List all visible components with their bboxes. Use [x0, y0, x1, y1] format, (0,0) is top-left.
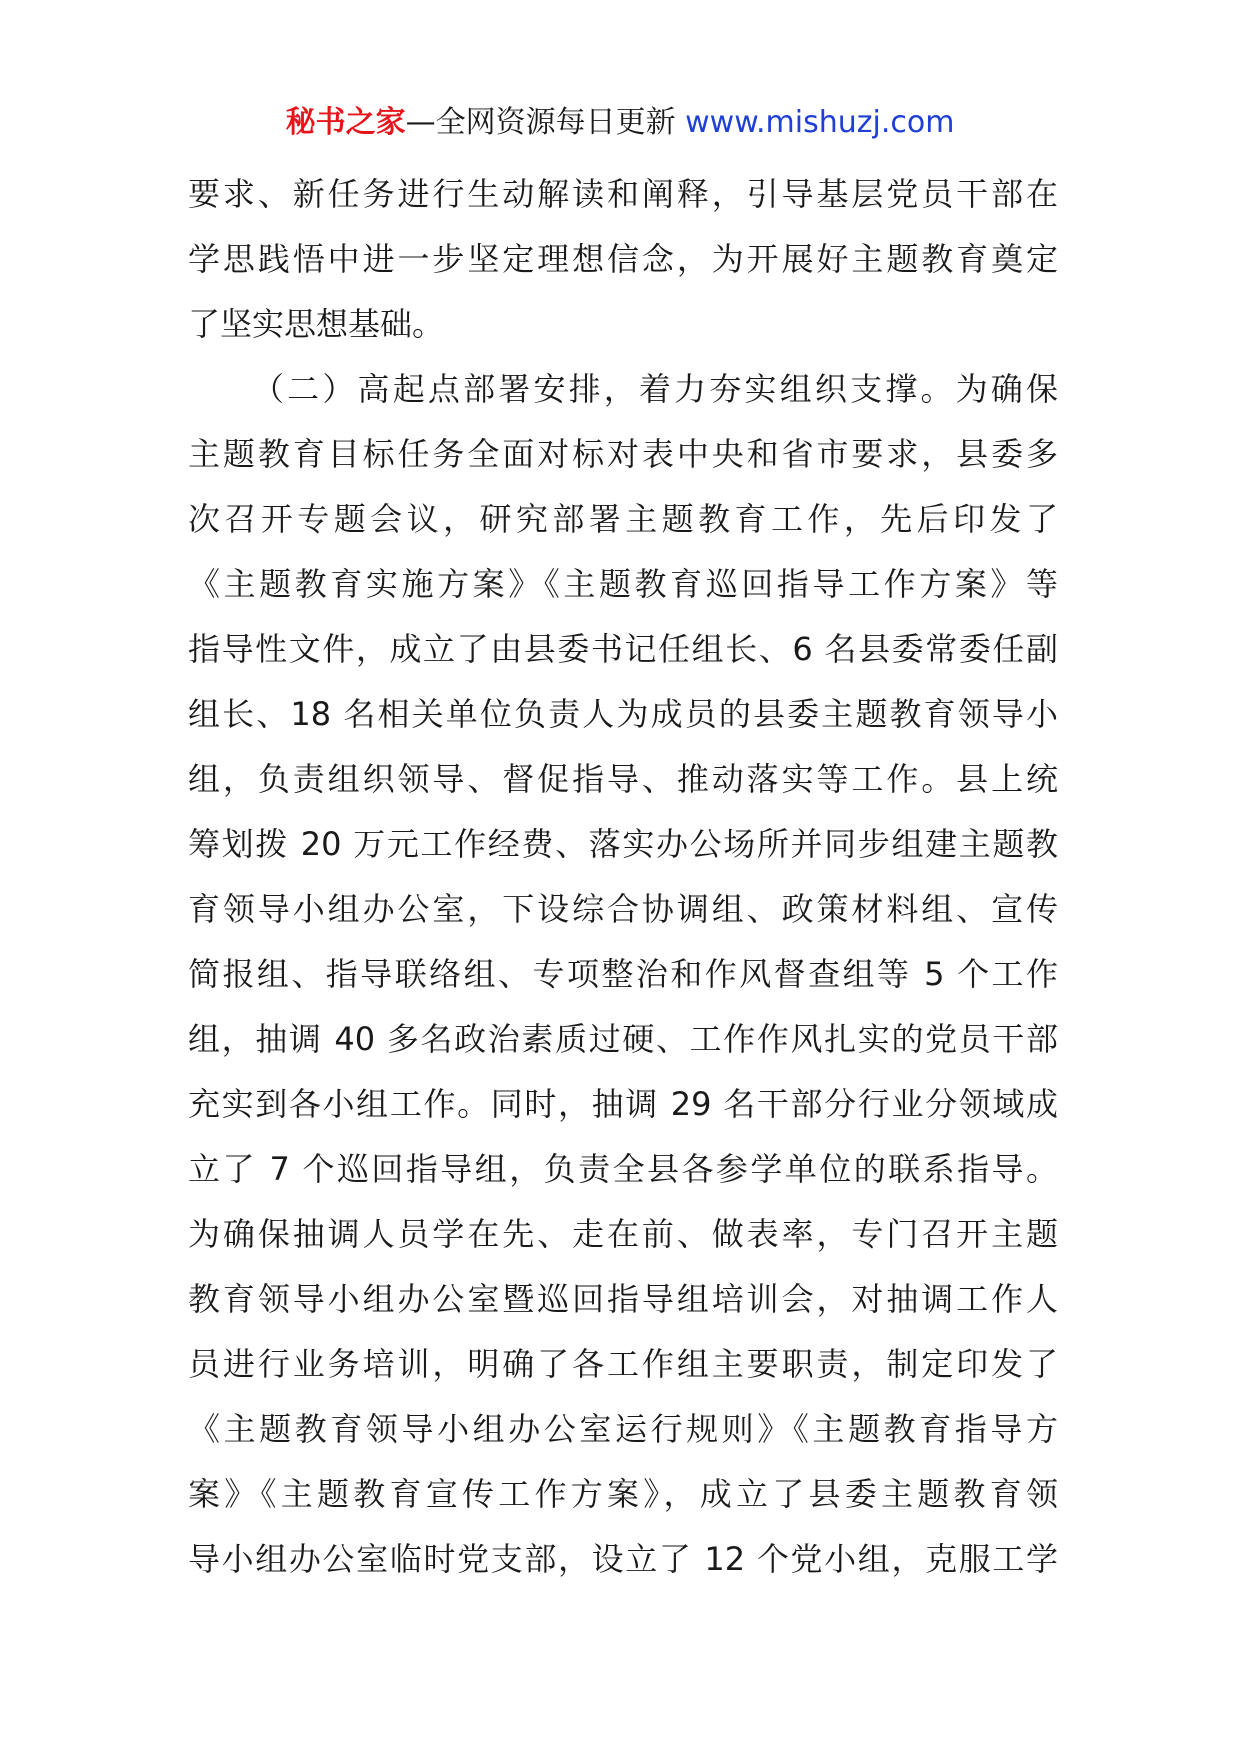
- header-tagline: —全网资源每日更新: [405, 105, 686, 140]
- document-body: [188, 162, 1058, 1592]
- text-line: 主题教育目标任务全面对标对表中央和省市要求，县委多: [188, 435, 1058, 473]
- text-line: 筹划拨 20 万元工作经费、落实办公场所并同步组建主题教: [188, 825, 1058, 863]
- text-line: 组，负责组织领导、督促指导、推动落实等工作。县上统: [188, 760, 1058, 798]
- text-line: 要求、新任务进行生动解读和阐释，引导基层党员干部在: [188, 175, 1058, 213]
- text-line: 次召开专题会议，研究部署主题教育工作，先后印发了: [188, 500, 1058, 538]
- text-line: 教育领导小组办公室暨巡回指导组培训会，对抽调工作人: [188, 1280, 1058, 1318]
- text-line: 组长、18 名相关单位负责人为成员的县委主题教育领导小: [188, 695, 1058, 733]
- text-line: 《主题教育领导小组办公室运行规则》《主题教育指导方: [188, 1410, 1058, 1448]
- site-url-link[interactable]: www.mishuzj.com: [685, 105, 955, 140]
- text-line: 为确保抽调人员学在先、走在前、做表率，专门召开主题: [188, 1215, 1058, 1253]
- text-line: 组，抽调 40 多名政治素质过硬、工作作风扎实的党员干部: [188, 1020, 1058, 1058]
- page-header: [0, 100, 1240, 146]
- text-line: 《主题教育实施方案》《主题教育巡回指导工作方案》等: [188, 565, 1058, 603]
- brand-name: 秘书之家: [285, 105, 406, 140]
- text-line: 育领导小组办公室，下设综合协调组、政策材料组、宣传: [188, 890, 1058, 928]
- text-line: 导小组办公室临时党支部，设立了 12 个党小组，克服工学: [188, 1540, 1058, 1578]
- text-line: 学思践悟中进一步坚定理想信念，为开展好主题教育奠定: [188, 240, 1058, 278]
- text-line: 简报组、指导联络组、专项整治和作风督查组等 5 个工作: [188, 955, 1058, 993]
- text-line: 指导性文件，成立了由县委书记任组长、6 名县委常委任副: [188, 630, 1058, 668]
- text-line: 员进行业务培训，明确了各工作组主要职责，制定印发了: [188, 1345, 1058, 1383]
- text-line: 案》《主题教育宣传工作方案》，成立了县委主题教育领: [188, 1475, 1058, 1513]
- text-line: 立了 7 个巡回指导组，负责全县各参学单位的联系指导。: [188, 1150, 1058, 1188]
- text-line: 充实到各小组工作。同时，抽调 29 名干部分行业分领域成: [188, 1085, 1058, 1123]
- section-heading-line: （二）高起点部署安排，着力夯实组织支撑。为确保: [252, 370, 1058, 408]
- text-line: 了坚实思想基础。: [188, 305, 445, 343]
